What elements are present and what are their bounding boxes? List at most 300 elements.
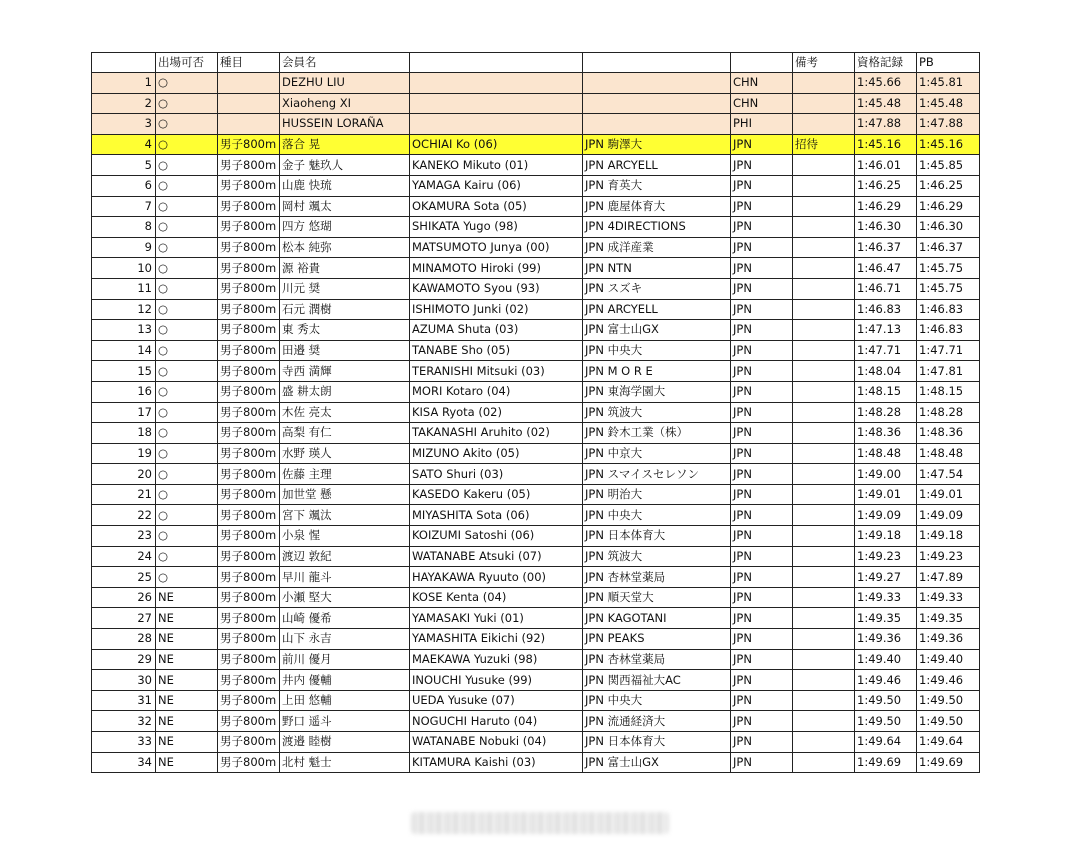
cell-name-en: INOUCHI Yusuke (99)	[410, 670, 583, 691]
cell-no: 25	[92, 567, 156, 588]
cell-status: NE	[156, 649, 218, 670]
cell-event: 男子800m	[218, 752, 280, 773]
cell-team: JPN 日本体育大	[583, 732, 731, 753]
cell-remarks	[793, 505, 855, 526]
cell-qual-mark: 1:49.01	[855, 484, 917, 505]
cell-event: 男子800m	[218, 278, 280, 299]
cell-status: NE	[156, 711, 218, 732]
cell-status: ○	[156, 175, 218, 196]
cell-remarks	[793, 752, 855, 773]
table-row	[92, 237, 980, 258]
table-row	[92, 690, 980, 711]
cell-name-en: SHIKATA Yugo (98)	[410, 217, 583, 238]
cell-name-jp: 東 秀太	[280, 320, 410, 341]
cell-pb: 1:46.83	[917, 320, 980, 341]
cell-event: 男子800m	[218, 423, 280, 444]
cell-name-en: YAMASAKI Yuki (01)	[410, 608, 583, 629]
cell-status: NE	[156, 629, 218, 650]
cell-event: 男子800m	[218, 237, 280, 258]
cell-no: 31	[92, 690, 156, 711]
cell-nat: CHN	[731, 73, 793, 94]
cell-status: ○	[156, 73, 218, 94]
header-cell-pb: PB	[917, 53, 980, 73]
cell-name-jp: 井内 優輔	[280, 670, 410, 691]
cell-name-jp: 宮下 颯汰	[280, 505, 410, 526]
cell-no: 19	[92, 443, 156, 464]
cell-name-en: YAMASHITA Eikichi (92)	[410, 629, 583, 650]
cell-name-en: TERANISHI Mitsuki (03)	[410, 361, 583, 382]
table-row	[92, 711, 980, 732]
header-row	[92, 53, 980, 73]
cell-remarks	[793, 484, 855, 505]
cell-name-jp: 川元 奨	[280, 278, 410, 299]
cell-status: ○	[156, 546, 218, 567]
cell-no: 32	[92, 711, 156, 732]
cell-nat: JPN	[731, 443, 793, 464]
cell-name-jp: 北村 魁士	[280, 752, 410, 773]
cell-name-en: MINAMOTO Hiroki (99)	[410, 258, 583, 279]
blurred-watermark	[411, 812, 669, 834]
entry-list-table	[91, 52, 980, 773]
cell-pb: 1:49.33	[917, 587, 980, 608]
cell-qual-mark: 1:48.28	[855, 402, 917, 423]
cell-status: ○	[156, 484, 218, 505]
cell-remarks	[793, 711, 855, 732]
cell-event: 男子800m	[218, 670, 280, 691]
cell-status: NE	[156, 587, 218, 608]
cell-pb: 1:49.01	[917, 484, 980, 505]
cell-name-jp: 小瀬 堅大	[280, 587, 410, 608]
cell-name-jp: 上田 悠輔	[280, 690, 410, 711]
cell-name-jp: 山鹿 快琉	[280, 175, 410, 196]
header-cell-name-jp: 会員名	[280, 53, 410, 73]
cell-status: ○	[156, 361, 218, 382]
cell-status: ○	[156, 381, 218, 402]
cell-name-en: KOIZUMI Satoshi (06)	[410, 526, 583, 547]
cell-nat: JPN	[731, 752, 793, 773]
cell-remarks	[793, 237, 855, 258]
cell-remarks	[793, 381, 855, 402]
cell-event: 男子800m	[218, 690, 280, 711]
cell-nat: JPN	[731, 505, 793, 526]
header-cell-name-en	[410, 53, 583, 73]
header-cell-remarks: 備考	[793, 53, 855, 73]
cell-event: 男子800m	[218, 340, 280, 361]
cell-qual-mark: 1:48.04	[855, 361, 917, 382]
cell-pb: 1:45.85	[917, 155, 980, 176]
cell-event: 男子800m	[218, 443, 280, 464]
cell-qual-mark: 1:46.29	[855, 196, 917, 217]
cell-name-en: OCHIAI Ko (06)	[410, 134, 583, 155]
cell-name-jp: 金子 魅玖人	[280, 155, 410, 176]
cell-remarks	[793, 217, 855, 238]
entry-list-sheet	[91, 52, 979, 773]
table-row	[92, 340, 980, 361]
cell-status: ○	[156, 237, 218, 258]
cell-name-jp: 野口 遥斗	[280, 711, 410, 732]
cell-status: ○	[156, 443, 218, 464]
cell-team: JPN KAGOTANI	[583, 608, 731, 629]
cell-pb: 1:45.16	[917, 134, 980, 155]
cell-remarks	[793, 649, 855, 670]
cell-no: 18	[92, 423, 156, 444]
table-row	[92, 484, 980, 505]
cell-team: JPN 4DIRECTIONS	[583, 217, 731, 238]
cell-team: JPN 鈴木工業（株）	[583, 423, 731, 444]
cell-nat: JPN	[731, 484, 793, 505]
cell-name-jp: 松本 純弥	[280, 237, 410, 258]
cell-qual-mark: 1:46.30	[855, 217, 917, 238]
cell-remarks	[793, 546, 855, 567]
cell-pb: 1:49.69	[917, 752, 980, 773]
table-row	[92, 526, 980, 547]
table-row	[92, 381, 980, 402]
cell-event: 男子800m	[218, 484, 280, 505]
cell-no: 1	[92, 73, 156, 94]
cell-pb: 1:49.09	[917, 505, 980, 526]
cell-name-en: TAKANASHI Aruhito (02)	[410, 423, 583, 444]
cell-remarks	[793, 278, 855, 299]
table-row	[92, 608, 980, 629]
cell-no: 30	[92, 670, 156, 691]
cell-name-en: MORI Kotaro (04)	[410, 381, 583, 402]
cell-pb: 1:46.30	[917, 217, 980, 238]
cell-team: JPN 中央大	[583, 340, 731, 361]
cell-name-en: KANEKO Mikuto (01)	[410, 155, 583, 176]
cell-remarks	[793, 196, 855, 217]
cell-qual-mark: 1:48.36	[855, 423, 917, 444]
cell-remarks	[793, 299, 855, 320]
cell-name-jp: 渡辺 敦紀	[280, 546, 410, 567]
header-cell-team	[583, 53, 731, 73]
cell-name-jp: 源 裕貴	[280, 258, 410, 279]
cell-nat: JPN	[731, 278, 793, 299]
cell-qual-mark: 1:46.71	[855, 278, 917, 299]
cell-name-en: SATO Shuri (03)	[410, 464, 583, 485]
cell-qual-mark: 1:49.50	[855, 711, 917, 732]
cell-pb: 1:45.81	[917, 73, 980, 94]
cell-qual-mark: 1:49.35	[855, 608, 917, 629]
cell-status: ○	[156, 114, 218, 135]
header-cell-qual-mark: 資格記録	[855, 53, 917, 73]
cell-nat: JPN	[731, 670, 793, 691]
cell-no: 9	[92, 237, 156, 258]
cell-team: JPN 中央大	[583, 505, 731, 526]
cell-qual-mark: 1:49.27	[855, 567, 917, 588]
cell-name-jp: 落合 晃	[280, 134, 410, 155]
cell-name-jp: 小泉 惺	[280, 526, 410, 547]
table-row	[92, 361, 980, 382]
cell-team: JPN 東海学園大	[583, 381, 731, 402]
cell-qual-mark: 1:45.48	[855, 93, 917, 114]
cell-no: 16	[92, 381, 156, 402]
cell-name-en: KITAMURA Kaishi (03)	[410, 752, 583, 773]
cell-status: ○	[156, 155, 218, 176]
cell-name-en: AZUMA Shuta (03)	[410, 320, 583, 341]
table-row	[92, 629, 980, 650]
cell-nat: JPN	[731, 567, 793, 588]
cell-team: JPN 明治大	[583, 484, 731, 505]
table-row	[92, 402, 980, 423]
cell-qual-mark: 1:47.13	[855, 320, 917, 341]
cell-event: 男子800m	[218, 258, 280, 279]
cell-event: 男子800m	[218, 361, 280, 382]
cell-nat: JPN	[731, 258, 793, 279]
cell-no: 20	[92, 464, 156, 485]
cell-pb: 1:49.50	[917, 711, 980, 732]
cell-status: ○	[156, 217, 218, 238]
cell-status: ○	[156, 567, 218, 588]
cell-status: ○	[156, 93, 218, 114]
cell-remarks	[793, 361, 855, 382]
cell-name-en: KASEDO Kakeru (05)	[410, 484, 583, 505]
cell-nat: JPN	[731, 587, 793, 608]
cell-pb: 1:47.54	[917, 464, 980, 485]
cell-nat: JPN	[731, 196, 793, 217]
cell-remarks	[793, 423, 855, 444]
cell-pb: 1:49.40	[917, 649, 980, 670]
cell-event: 男子800m	[218, 629, 280, 650]
cell-qual-mark: 1:46.83	[855, 299, 917, 320]
cell-nat: JPN	[731, 546, 793, 567]
cell-name-jp: 渡邉 睦樹	[280, 732, 410, 753]
cell-name-jp: 高梨 有仁	[280, 423, 410, 444]
cell-no: 14	[92, 340, 156, 361]
cell-remarks	[793, 443, 855, 464]
cell-status: NE	[156, 670, 218, 691]
header-cell-event: 種目	[218, 53, 280, 73]
cell-name-jp: 佐藤 主理	[280, 464, 410, 485]
cell-status: ○	[156, 278, 218, 299]
cell-team: JPN M O R E	[583, 361, 731, 382]
cell-team: JPN 杏林堂薬局	[583, 649, 731, 670]
cell-remarks	[793, 175, 855, 196]
cell-event: 男子800m	[218, 217, 280, 238]
table-row	[92, 155, 980, 176]
cell-remarks	[793, 526, 855, 547]
cell-nat: JPN	[731, 526, 793, 547]
cell-qual-mark: 1:49.00	[855, 464, 917, 485]
table-body	[92, 53, 980, 773]
cell-qual-mark: 1:46.25	[855, 175, 917, 196]
table-row	[92, 175, 980, 196]
cell-name-en: ISHIMOTO Junki (02)	[410, 299, 583, 320]
table-row	[92, 299, 980, 320]
cell-name-jp: 木佐 亮太	[280, 402, 410, 423]
header-cell-nat	[731, 53, 793, 73]
table-row	[92, 649, 980, 670]
cell-nat: JPN	[731, 217, 793, 238]
cell-pb: 1:49.46	[917, 670, 980, 691]
table-row	[92, 567, 980, 588]
cell-no: 11	[92, 278, 156, 299]
cell-no: 22	[92, 505, 156, 526]
cell-pb: 1:49.64	[917, 732, 980, 753]
cell-qual-mark: 1:49.64	[855, 732, 917, 753]
cell-team: JPN 日本体育大	[583, 526, 731, 547]
table-row	[92, 258, 980, 279]
cell-pb: 1:48.28	[917, 402, 980, 423]
cell-team: JPN 育英大	[583, 175, 731, 196]
cell-name-en	[410, 93, 583, 114]
cell-nat: JPN	[731, 237, 793, 258]
cell-name-en: OKAMURA Sota (05)	[410, 196, 583, 217]
cell-name-en: MIZUNO Akito (05)	[410, 443, 583, 464]
cell-team	[583, 93, 731, 114]
cell-event	[218, 114, 280, 135]
cell-qual-mark: 1:49.50	[855, 690, 917, 711]
cell-team: JPN ARCYELL	[583, 155, 731, 176]
cell-status: ○	[156, 340, 218, 361]
cell-status: ○	[156, 134, 218, 155]
cell-event: 男子800m	[218, 402, 280, 423]
cell-remarks	[793, 155, 855, 176]
cell-team: JPN 順天堂大	[583, 587, 731, 608]
cell-status: ○	[156, 464, 218, 485]
cell-name-jp: DEZHU LIU	[280, 73, 410, 94]
cell-team: JPN 駒澤大	[583, 134, 731, 155]
header-cell-status: 出場可否	[156, 53, 218, 73]
cell-remarks	[793, 629, 855, 650]
cell-nat: JPN	[731, 690, 793, 711]
cell-remarks	[793, 258, 855, 279]
cell-name-en	[410, 73, 583, 94]
cell-remarks	[793, 340, 855, 361]
cell-team: JPN ARCYELL	[583, 299, 731, 320]
cell-pb: 1:49.18	[917, 526, 980, 547]
cell-name-jp: 早川 龍斗	[280, 567, 410, 588]
table-row	[92, 278, 980, 299]
cell-event: 男子800m	[218, 526, 280, 547]
cell-name-jp: 山下 永吉	[280, 629, 410, 650]
cell-status: ○	[156, 299, 218, 320]
cell-name-en: KOSE Kenta (04)	[410, 587, 583, 608]
cell-status: ○	[156, 505, 218, 526]
cell-event: 男子800m	[218, 175, 280, 196]
cell-qual-mark: 1:49.23	[855, 546, 917, 567]
cell-nat: JPN	[731, 629, 793, 650]
cell-qual-mark: 1:48.15	[855, 381, 917, 402]
cell-event: 男子800m	[218, 196, 280, 217]
cell-no: 15	[92, 361, 156, 382]
cell-nat: JPN	[731, 320, 793, 341]
cell-no: 34	[92, 752, 156, 773]
cell-nat: JPN	[731, 711, 793, 732]
cell-pb: 1:49.23	[917, 546, 980, 567]
cell-event: 男子800m	[218, 299, 280, 320]
cell-name-en: KISA Ryota (02)	[410, 402, 583, 423]
cell-team: JPN 筑波大	[583, 546, 731, 567]
table-row	[92, 752, 980, 773]
cell-nat: JPN	[731, 402, 793, 423]
cell-status: NE	[156, 690, 218, 711]
cell-event	[218, 73, 280, 94]
cell-no: 6	[92, 175, 156, 196]
cell-qual-mark: 1:49.46	[855, 670, 917, 691]
cell-no: 26	[92, 587, 156, 608]
cell-no: 4	[92, 134, 156, 155]
cell-nat: JPN	[731, 155, 793, 176]
cell-pb: 1:49.35	[917, 608, 980, 629]
cell-qual-mark: 1:48.48	[855, 443, 917, 464]
cell-event: 男子800m	[218, 567, 280, 588]
cell-nat: JPN	[731, 340, 793, 361]
cell-name-jp: 加世堂 懸	[280, 484, 410, 505]
cell-event: 男子800m	[218, 505, 280, 526]
cell-team: JPN PEAKS	[583, 629, 731, 650]
cell-name-en: MIYASHITA Sota (06)	[410, 505, 583, 526]
cell-remarks	[793, 93, 855, 114]
table-row	[92, 320, 980, 341]
cell-team: JPN 関西福祉大AC	[583, 670, 731, 691]
cell-qual-mark: 1:49.40	[855, 649, 917, 670]
table-row	[92, 464, 980, 485]
cell-pb: 1:46.29	[917, 196, 980, 217]
table-row	[92, 93, 980, 114]
cell-nat: CHN	[731, 93, 793, 114]
cell-name-en: UEDA Yusuke (07)	[410, 690, 583, 711]
cell-name-jp: 石元 潤樹	[280, 299, 410, 320]
cell-team: JPN 筑波大	[583, 402, 731, 423]
cell-nat: JPN	[731, 423, 793, 444]
cell-pb: 1:48.15	[917, 381, 980, 402]
cell-name-en: WATANABE Nobuki (04)	[410, 732, 583, 753]
cell-nat: JPN	[731, 175, 793, 196]
cell-pb: 1:46.37	[917, 237, 980, 258]
cell-name-en: KAWAMOTO Syou (93)	[410, 278, 583, 299]
cell-name-jp: 田邉 奨	[280, 340, 410, 361]
cell-pb: 1:47.88	[917, 114, 980, 135]
cell-name-jp: 寺西 満輝	[280, 361, 410, 382]
cell-remarks	[793, 73, 855, 94]
cell-no: 17	[92, 402, 156, 423]
cell-pb: 1:45.75	[917, 258, 980, 279]
cell-name-jp: Xiaoheng XI	[280, 93, 410, 114]
cell-no: 3	[92, 114, 156, 135]
cell-pb: 1:47.89	[917, 567, 980, 588]
cell-qual-mark: 1:49.18	[855, 526, 917, 547]
cell-no: 29	[92, 649, 156, 670]
cell-no: 13	[92, 320, 156, 341]
cell-status: ○	[156, 526, 218, 547]
cell-no: 5	[92, 155, 156, 176]
cell-name-en: WATANABE Atsuki (07)	[410, 546, 583, 567]
cell-qual-mark: 1:47.71	[855, 340, 917, 361]
cell-nat: JPN	[731, 381, 793, 402]
table-row	[92, 443, 980, 464]
cell-event: 男子800m	[218, 608, 280, 629]
cell-team: JPN スズキ	[583, 278, 731, 299]
cell-no: 21	[92, 484, 156, 505]
table-row	[92, 505, 980, 526]
cell-qual-mark: 1:49.09	[855, 505, 917, 526]
cell-nat: JPN	[731, 464, 793, 485]
cell-name-en: TANABE Sho (05)	[410, 340, 583, 361]
cell-name-jp: 水野 瑛人	[280, 443, 410, 464]
cell-remarks	[793, 608, 855, 629]
cell-name-jp: 前川 優月	[280, 649, 410, 670]
cell-event: 男子800m	[218, 649, 280, 670]
cell-pb: 1:46.83	[917, 299, 980, 320]
cell-remarks	[793, 114, 855, 135]
table-row	[92, 423, 980, 444]
cell-status: ○	[156, 402, 218, 423]
cell-event: 男子800m	[218, 587, 280, 608]
table-row	[92, 217, 980, 238]
cell-team: JPN 流通経済大	[583, 711, 731, 732]
cell-no: 8	[92, 217, 156, 238]
cell-pb: 1:45.48	[917, 93, 980, 114]
